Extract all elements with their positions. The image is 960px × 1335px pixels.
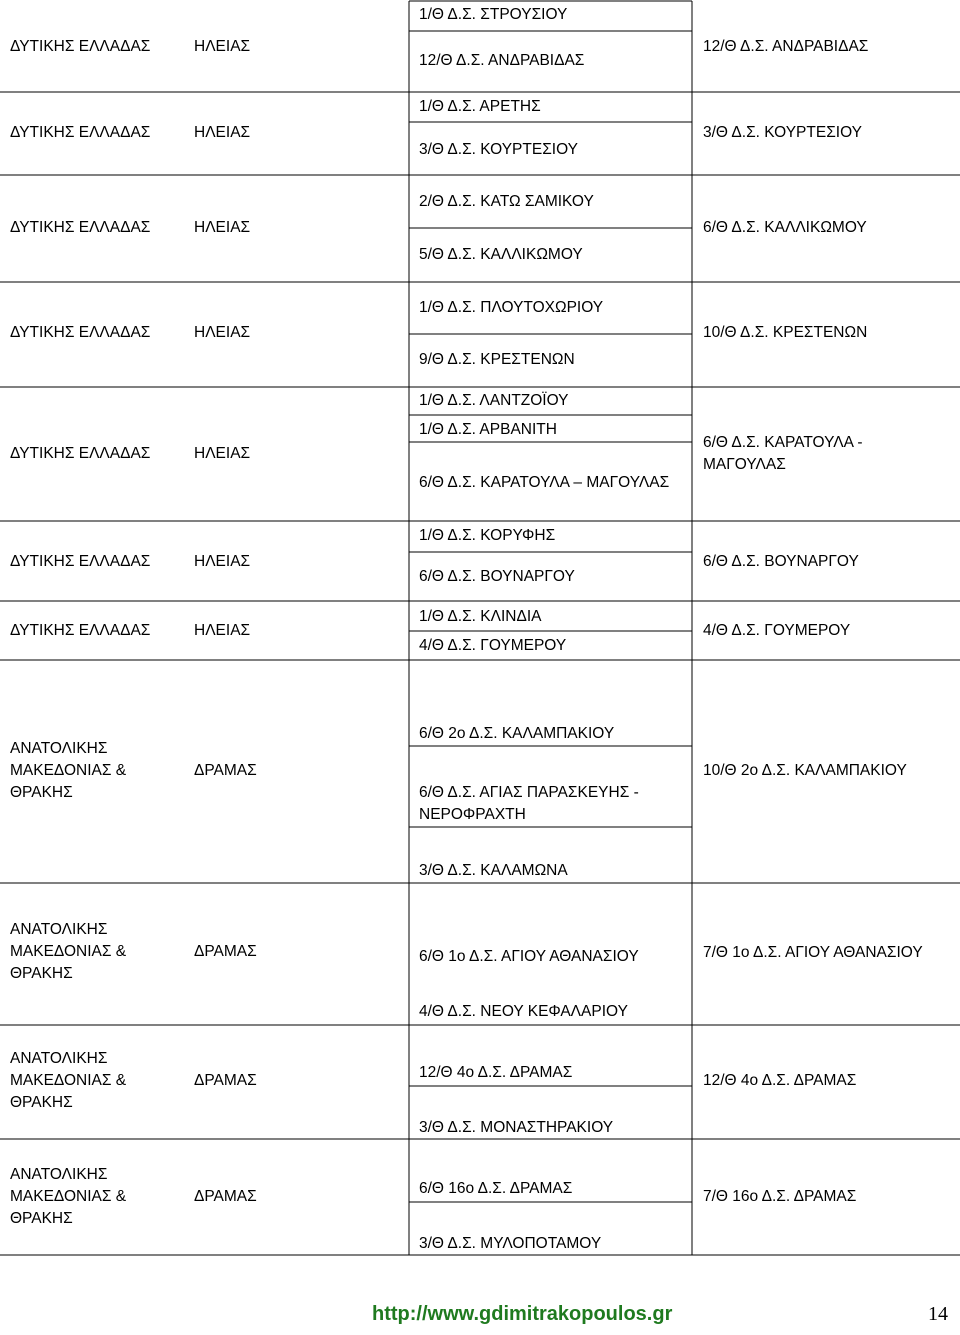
result-cell: 10/Θ Δ.Σ. ΚΡΕΣΤΕΝΩΝ — [703, 324, 868, 341]
school-cell: 6/Θ 16ο Δ.Σ. ΔΡΑΜΑΣ — [419, 1180, 573, 1197]
result-cell: 10/Θ 2ο Δ.Σ. ΚΑΛΑΜΠΑΚΙΟΥ — [703, 762, 907, 779]
school-cell: 3/Θ Δ.Σ. ΚΟΥΡΤΕΣΙΟΥ — [419, 141, 578, 158]
school-cell: 9/Θ Δ.Σ. ΚΡΕΣΤΕΝΩΝ — [419, 351, 575, 368]
school-cell: 1/Θ Δ.Σ. ΠΛΟΥΤΟΧΩΡΙΟΥ — [419, 299, 604, 316]
footer-url-link[interactable]: http://www.gdimitrakopoulos.gr — [372, 1303, 673, 1325]
region-cell: ΔΥΤΙΚΗΣ ΕΛΛΑΔΑΣ — [10, 324, 151, 341]
prefecture-cell: ΗΛΕΙΑΣ — [194, 38, 251, 55]
region-cell: ΑΝΑΤΟΛΙΚΗΣ ΜΑΚΕΔΟΝΙΑΣ & ΘΡΑΚΗΣ — [10, 1050, 127, 1111]
prefecture-cell: ΗΛΕΙΑΣ — [194, 219, 251, 236]
prefecture-cell: ΗΛΕΙΑΣ — [194, 622, 251, 639]
prefecture-cell: ΔΡΑΜΑΣ — [194, 762, 257, 779]
school-cell: 3/Θ Δ.Σ. ΚΑΛΑΜΩΝΑ — [419, 862, 568, 879]
prefecture-cell: ΔΡΑΜΑΣ — [194, 1072, 257, 1089]
prefecture-cell: ΔΡΑΜΑΣ — [194, 1188, 257, 1205]
region-cell: ΔΥΤΙΚΗΣ ΕΛΛΑΔΑΣ — [10, 622, 151, 639]
result-cell: 6/Θ Δ.Σ. ΚΑΛΛΙΚΩΜΟΥ — [703, 219, 867, 236]
school-cell: 1/Θ Δ.Σ. ΚΛΙΝΔΙΑ — [419, 608, 542, 625]
result-cell: 3/Θ Δ.Σ. ΚΟΥΡΤΕΣΙΟΥ — [703, 124, 862, 141]
result-cell: 4/Θ Δ.Σ. ΓΟΥΜΕΡΟΥ — [703, 622, 851, 639]
school-cell: 6/Θ Δ.Σ. ΒΟΥΝΑΡΓΟΥ — [419, 568, 575, 585]
school-cell: 6/Θ Δ.Σ. ΚΑΡΑΤΟΥΛΑ – ΜΑΓΟΥΛΑΣ — [419, 474, 670, 491]
school-cell: 1/Θ Δ.Σ. ΑΡΕΤΗΣ — [419, 98, 541, 115]
page-number: 14 — [928, 1303, 948, 1325]
region-cell: ΔΥΤΙΚΗΣ ΕΛΛΑΔΑΣ — [10, 445, 151, 462]
region-cell: ΔΥΤΙΚΗΣ ΕΛΛΑΔΑΣ — [10, 219, 151, 236]
region-cell: ΔΥΤΙΚΗΣ ΕΛΛΑΔΑΣ — [10, 124, 151, 141]
school-cell: 5/Θ Δ.Σ. ΚΑΛΛΙΚΩΜΟΥ — [419, 246, 583, 263]
prefecture-cell: ΔΡΑΜΑΣ — [194, 943, 257, 960]
result-cell: 7/Θ 1ο Δ.Σ. ΑΓΙΟΥ ΑΘΑΝΑΣΙΟΥ — [703, 944, 923, 961]
region-cell: ΑΝΑΤΟΛΙΚΗΣ ΜΑΚΕΔΟΝΙΑΣ & ΘΡΑΚΗΣ — [10, 921, 127, 982]
school-cell: 2/Θ Δ.Σ. ΚΑΤΩ ΣΑΜΙΚΟΥ — [419, 193, 594, 210]
region-cell: ΑΝΑΤΟΛΙΚΗΣ ΜΑΚΕΔΟΝΙΑΣ & ΘΡΑΚΗΣ — [10, 740, 127, 801]
page-footer — [0, 1303, 960, 1335]
school-cell: 12/Θ 4ο Δ.Σ. ΔΡΑΜΑΣ — [419, 1064, 573, 1081]
school-cell: 12/Θ Δ.Σ. ΑΝΔΡΑΒΙΔΑΣ — [419, 52, 585, 69]
school-cell: 4/Θ Δ.Σ. ΓΟΥΜΕΡΟΥ — [419, 637, 567, 654]
region-cell: ΔΥΤΙΚΗΣ ΕΛΛΑΔΑΣ — [10, 38, 151, 55]
school-cell: 1/Θ Δ.Σ. ΚΟΡΥΦΗΣ — [419, 527, 556, 544]
school-cell: 6/Θ 1ο Δ.Σ. ΑΓΙΟΥ ΑΘΑΝΑΣΙΟΥ — [419, 948, 639, 965]
region-cell: ΔΥΤΙΚΗΣ ΕΛΛΑΔΑΣ — [10, 553, 151, 570]
result-cell: 12/Θ 4ο Δ.Σ. ΔΡΑΜΑΣ — [703, 1072, 857, 1089]
school-cell: 4/Θ Δ.Σ. ΝΕΟΥ ΚΕΦΑΛΑΡΙΟΥ — [419, 1003, 628, 1020]
prefecture-cell: ΗΛΕΙΑΣ — [194, 324, 251, 341]
prefecture-cell: ΗΛΕΙΑΣ — [194, 553, 251, 570]
result-cell: 6/Θ Δ.Σ. ΚΑΡΑΤΟΥΛΑ - ΜΑΓΟΥΛΑΣ — [703, 434, 863, 473]
result-cell: 12/Θ Δ.Σ. ΑΝΔΡΑΒΙΔΑΣ — [703, 38, 869, 55]
result-cell: 6/Θ Δ.Σ. ΒΟΥΝΑΡΓΟΥ — [703, 553, 859, 570]
prefecture-cell: ΗΛΕΙΑΣ — [194, 124, 251, 141]
school-cell: 3/Θ Δ.Σ. ΜΥΛΟΠΟΤΑΜΟΥ — [419, 1235, 602, 1252]
result-cell: 7/Θ 16ο Δ.Σ. ΔΡΑΜΑΣ — [703, 1188, 857, 1205]
school-cell: 3/Θ Δ.Σ. ΜΟΝΑΣΤΗΡΑΚΙΟΥ — [419, 1119, 614, 1136]
school-cell: 1/Θ Δ.Σ. ΛΑΝΤΖΟΪΟΥ — [419, 392, 569, 409]
school-cell: 6/Θ 2ο Δ.Σ. ΚΑΛΑΜΠΑΚΙΟΥ — [419, 725, 615, 742]
school-cell: 1/Θ Δ.Σ. ΣΤΡΟΥΣΙΟΥ — [419, 6, 568, 23]
prefecture-cell: ΗΛΕΙΑΣ — [194, 445, 251, 462]
region-cell: ΑΝΑΤΟΛΙΚΗΣ ΜΑΚΕΔΟΝΙΑΣ & ΘΡΑΚΗΣ — [10, 1166, 127, 1227]
school-cell: 6/Θ Δ.Σ. ΑΓΙΑΣ ΠΑΡΑΣΚΕΥΗΣ - ΝΕΡΟΦΡΑΧΤΗ — [419, 784, 639, 823]
school-cell: 1/Θ Δ.Σ. ΑΡΒΑΝΙΤΗ — [419, 421, 557, 438]
